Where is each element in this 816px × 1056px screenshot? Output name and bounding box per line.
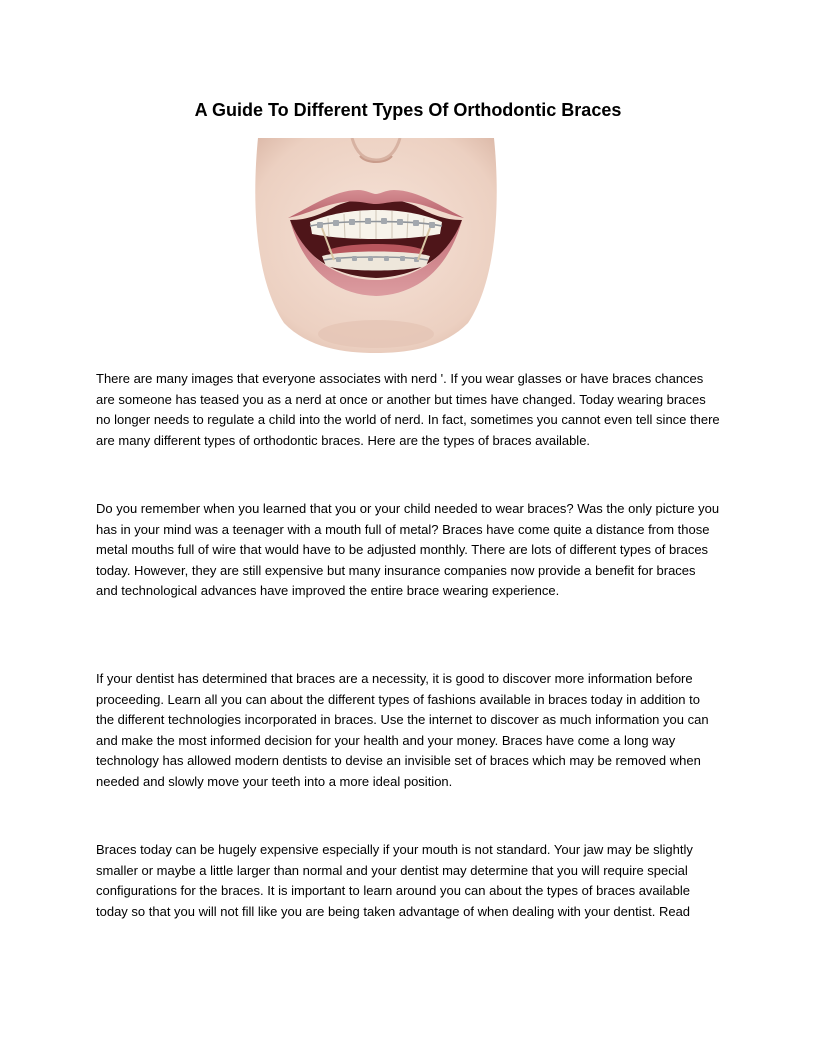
paragraph-1: There are many images that everyone associates with nerd '. If you wear glasses or have braces chances are someone has teased you as a nerd at once or another but times have changed. Today wearing braces no longer needs to regulate a child into the world of nerd. In fact, sometimes you cannot even tell since there are many different types of orthodontic braces. Here are the types of braces available. — [96, 371, 720, 448]
paragraph-2: Do you remember when you learned that you or your child needed to wear braces? Was the only picture you has in your mind was a teenager with a mouth full of metal? Braces have come quite a distance from those metal mouths full of wire that would have to be adjusted monthly. There are lots of different types of braces today. However, they are still expensive but many insurance companies now provide a benefit for braces and technological advances have improved the entire brace wearing experience. — [96, 501, 720, 599]
paragraph-3: If your dentist has determined that braces are a necessity, it is good to discover more information before proceeding. Learn all you can about the different types of fashions available in braces today in addition to the different technologies incorporated in braces. Use the internet to discover as much information you can and make the most informed decision for your health and your money. Braces have come a long way technology has allowed modern dentists to devise an invisible set of braces which may be removed when needed and slowly move your teeth into a more ideal position. — [96, 671, 709, 789]
braces-mouth-photo — [248, 138, 504, 353]
page-title: A Guide To Different Types Of Orthodontic Braces — [194, 100, 622, 120]
paragraph-4: Braces today can be hugely expensive especially if your mouth is not standard. Your jaw may be slightly smaller or maybe a little larger than normal and your dentist may determine that you will require special configurations for the braces. It is important to learn around you can about the types of braces available today so that you will not fill like you are being taken advantage of when dealing with your dentist. Read — [96, 842, 693, 919]
